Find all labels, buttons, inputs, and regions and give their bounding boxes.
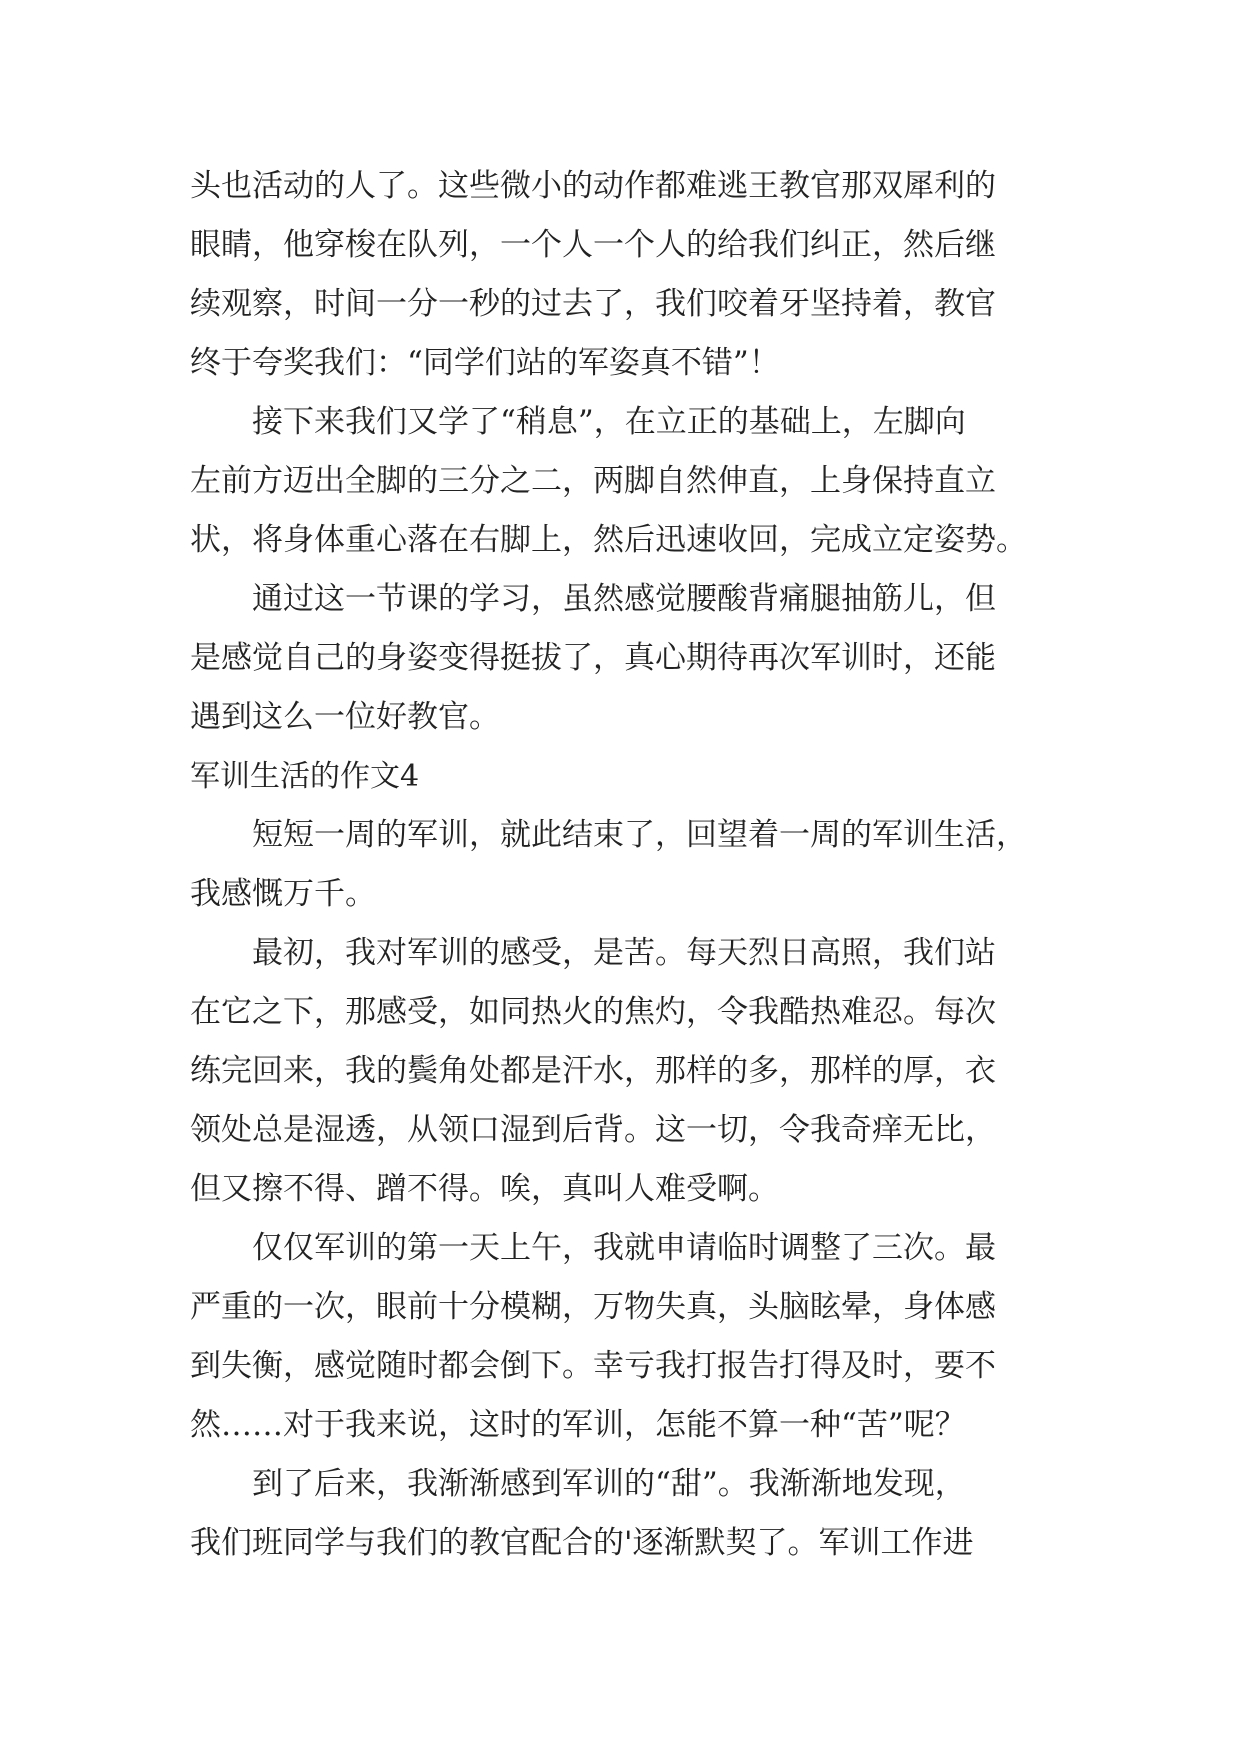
text-line: 头也活动的人了。这些微小的动作都难逃王教官那双犀利的: [190, 168, 996, 204]
paragraph-start-line: 短短一周的军训，就此结束了，回望着一周的军训生活，: [252, 817, 1027, 853]
text-line: 严重的一次，眼前十分模糊，万物失真，头脑眩晕，身体感: [190, 1289, 996, 1325]
paragraph-start-line: 到了后来，我渐渐感到军训的“甜”。我渐渐地发现，: [252, 1466, 966, 1502]
text-line: 续观察，时间一分一秒的过去了，我们咬着牙坚持着，教官: [190, 286, 996, 322]
text-line: 在它之下，那感受，如同热火的焦灼，令我酷热难忍。每次: [190, 994, 996, 1030]
paragraph-start-line: 通过这一节课的学习，虽然感觉腰酸背痛腿抽筋儿，但: [252, 581, 996, 617]
text-line: 到失衡，感觉随时都会倒下。幸亏我打报告打得及时，要不: [190, 1348, 996, 1384]
text-line: 但又擦不得、蹭不得。唉，真叫人难受啊。: [190, 1171, 779, 1207]
text-line: 是感觉自己的身姿变得挺拔了，真心期待再次军训时，还能: [190, 640, 996, 676]
text-line: 眼睛，他穿梭在队列，一个人一个人的给我们纠正，然后继: [190, 227, 996, 263]
paragraph-start-line: 最初，我对军训的感受，是苦。每天烈日高照，我们站: [252, 935, 996, 971]
text-line: 我们班同学与我们的教官配合的'逐渐默契了。军训工作进: [190, 1525, 974, 1561]
text-line: 终于夸奖我们：“同学们站的军姿真不错”！: [190, 345, 780, 381]
text-line: 遇到这么一位好教官。: [190, 699, 500, 735]
text-line: 然……对于我来说，这时的军训，怎能不算一种“苦”呢？: [190, 1407, 966, 1443]
paragraph-start-line: 接下来我们又学了“稍息”，在立正的基础上，左脚向: [252, 404, 966, 440]
text-line: 领处总是湿透，从领口湿到后背。这一切，令我奇痒无比，: [190, 1112, 996, 1148]
text-line: 左前方迈出全脚的三分之二，两脚自然伸直，上身保持直立: [190, 463, 996, 499]
text-line: 我感慨万千。: [190, 876, 376, 912]
text-line: 状，将身体重心落在右脚上，然后迅速收回，完成立定姿势。: [190, 522, 1027, 558]
document-body: [190, 157, 1070, 1573]
section-heading: 军训生活的作文4: [190, 759, 420, 794]
paragraph-start-line: 仅仅军训的第一天上午，我就申请临时调整了三次。最: [252, 1230, 996, 1266]
text-line: 练完回来，我的鬓角处都是汗水，那样的多，那样的厚，衣: [190, 1053, 996, 1089]
